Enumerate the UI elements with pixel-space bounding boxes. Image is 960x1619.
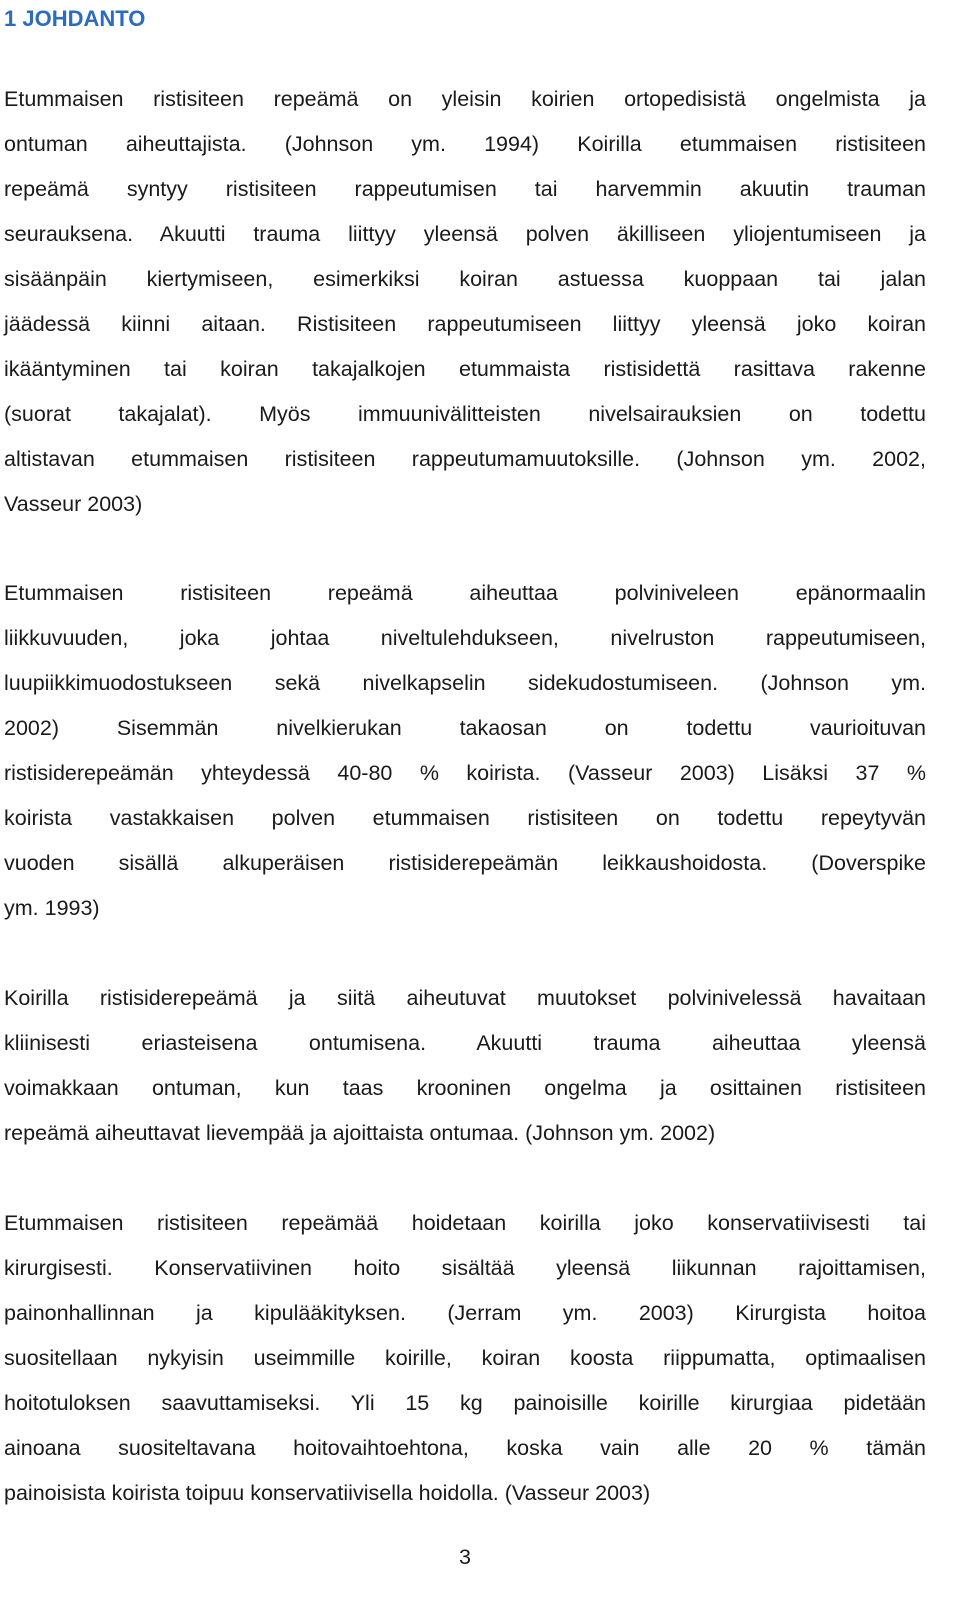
text-line: suositellaan nykyisin useimmille koirille, koiran koosta riippumatta, optimaalisen	[4, 1346, 926, 1370]
text-line: sisäänpäin kiertymiseen, esimerkiksi koiran astuessa kuoppaan tai jalan	[4, 267, 926, 291]
text-line: jäädessä kiinni aitaan. Ristisiteen rappeutumiseen liittyy yleensä joko koiran	[4, 312, 926, 336]
text-line: painoisista koirista toipuu konservatiivisella hoidolla. (Vasseur 2003)	[4, 1481, 651, 1505]
text-line: Etummaisen ristisiteen repeämää hoidetaan koirilla joko konservatiivisesti tai	[4, 1211, 926, 1235]
text-line: hoitotuloksen saavuttamiseksi. Yli 15 kg painoisille koirille kirurgiaa pidetään	[4, 1391, 926, 1415]
text-line: vuoden sisällä alkuperäisen ristisiderepeämän leikkaushoidosta. (Doverspike	[4, 851, 926, 875]
text-line: repeämä aiheuttavat lievempää ja ajoittaista ontumaa. (Johnson ym. 2002)	[4, 1121, 716, 1145]
text-line: ristisiderepeämän yhteydessä 40-80 % koirista. (Vasseur 2003) Lisäksi 37 %	[4, 761, 926, 785]
text-line: repeämä syntyy ristisiteen rappeutumisen tai harvemmin akuutin trauman	[4, 177, 926, 201]
text-line: (suorat takajalat). Myös immuunivälitteisten nivelsairauksien on todettu	[4, 402, 926, 426]
text-line: Etummaisen ristisiteen repeämä on yleisin koirien ortopedisistä ongelmista ja	[4, 87, 926, 111]
text-line: altistavan etummaisen ristisiteen rappeutumamuutoksille. (Johnson ym. 2002,	[4, 447, 926, 471]
text-line: Vasseur 2003)	[4, 492, 143, 516]
paragraph-4	[4, 1201, 926, 1516]
text-line: liikkuvuuden, joka johtaa niveltulehdukseen, nivelruston rappeutumiseen,	[4, 626, 926, 650]
text-line: kliinisesti eriasteisena ontumisena. Akuutti trauma aiheuttaa yleensä	[4, 1031, 926, 1055]
text-line: ontuman aiheuttajista. (Johnson ym. 1994) Koirilla etummaisen ristisiteen	[4, 132, 926, 156]
paragraph-3	[4, 976, 926, 1156]
section-heading: 1 JOHDANTO	[4, 6, 146, 31]
text-line: Etummaisen ristisiteen repeämä aiheuttaa polviniveleen epänormaalin	[4, 581, 926, 605]
text-line: voimakkaan ontuman, kun taas krooninen ongelma ja osittainen ristisiteen	[4, 1076, 926, 1100]
page-number: 3	[459, 1545, 471, 1569]
text-line: painonhallinnan ja kipulääkityksen. (Jerram ym. 2003) Kirurgista hoitoa	[4, 1301, 926, 1325]
text-line: ikääntyminen tai koiran takajalkojen etummaista ristisidettä rasittava rakenne	[4, 357, 926, 381]
text-line: koirista vastakkaisen polven etummaisen ristisiteen on todettu repeytyvän	[4, 806, 926, 830]
paragraph-2	[4, 571, 926, 931]
text-line: kirurgisesti. Konservatiivinen hoito sisältää yleensä liikunnan rajoittamisen,	[4, 1256, 926, 1280]
text-line: luupiikkimuodostukseen sekä nivelkapselin sidekudostumiseen. (Johnson ym.	[4, 671, 926, 695]
text-line: ainoana suositeltavana hoitovaihtoehtona, koska vain alle 20 % tämän	[4, 1436, 926, 1460]
text-line: ym. 1993)	[4, 896, 100, 920]
text-line: 2002) Sisemmän nivelkierukan takaosan on todettu vaurioituvan	[4, 716, 926, 740]
text-line: seurauksena. Akuutti trauma liittyy yleensä polven äkilliseen yliojentumiseen ja	[4, 222, 926, 246]
paragraph-1	[4, 77, 926, 527]
text-line: Koirilla ristisiderepeämä ja siitä aiheutuvat muutokset polvinivelessä havaitaan	[4, 986, 926, 1010]
